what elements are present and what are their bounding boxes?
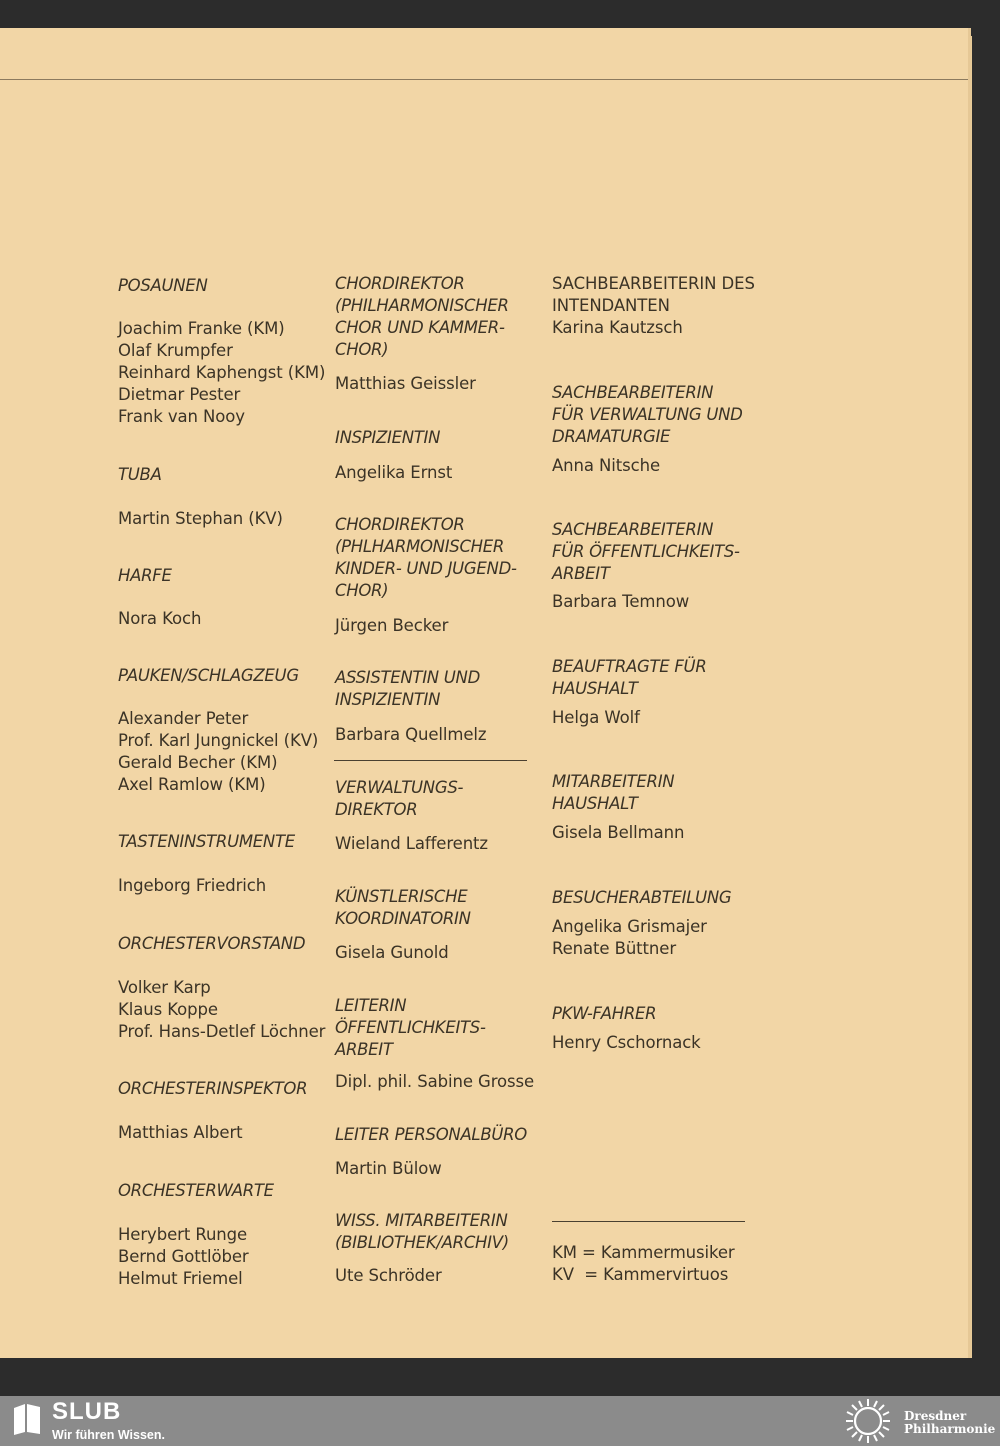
member-name: Angelika Ernst [335,463,453,482]
member-name: Anna Nitsche [552,456,661,475]
member-name: Barbara Quellmelz [335,725,487,744]
member-name: Joachim Franke (KM) [118,319,285,338]
section-heading: PAUKEN/SCHLAGZEUG [118,666,299,685]
member-name: Prof. Karl Jungnickel (KV) [118,731,319,750]
member-name: Martin Bülow [335,1159,442,1178]
member-name: Dietmar Pester [118,385,241,404]
sunburst-logo-icon [842,1398,894,1444]
section-heading: BEAUFTRAGTE FÜR HAUSHALT [552,657,707,698]
section-heading: VERWALTUNGS- DIREKTOR [335,778,464,819]
section-heading: LEITER PERSONALBÜRO [335,1125,527,1144]
partner-logo-text[interactable]: Dresdner Philharmonie [904,1409,996,1436]
member-name: Ute Schröder [335,1266,442,1285]
legend-km: KM = Kammermusiker [552,1243,735,1262]
section-heading: SACHBEARBEITERIN DES INTENDANTEN [552,274,755,315]
member-name: Nora Koch [118,609,202,628]
section-heading: ORCHESTERWARTE [118,1181,274,1200]
slub-logo-text[interactable]: SLUB [52,1398,122,1425]
fold-line [0,79,968,80]
member-name: Prof. Hans-Detlef Löchner [118,1022,326,1041]
member-name: Helga Wolf [552,708,640,727]
member-name: Ingeborg Friedrich [118,876,267,895]
section-heading: SACHBEARBEITERIN FÜR VERWALTUNG UND DRAMATURGIE [552,383,743,446]
section-heading: ASSISTENTIN UND INSPIZIENTIN [335,668,480,709]
section-heading: CHORDIREKTOR (PHILHARMONISCHER CHOR UND KAMMER- CHOR) [335,274,509,359]
name-list [118,708,318,796]
member-name: Gisela Gunold [335,943,449,962]
section-heading: ORCHESTERVORSTAND [118,934,306,953]
member-name: Renate Büttner [552,939,677,958]
member-name: Wieland Lafferentz [335,834,488,853]
section-heading: MITARBEITERIN HAUSHALT [552,772,675,813]
member-name: Karina Kautzsch [552,318,683,337]
section-heading: CHORDIREKTOR (PHLHARMONISCHER KINDER- UND JUGEND- CHOR) [335,515,517,600]
footer-bar [0,1396,1000,1446]
member-name: Klaus Koppe [118,1000,218,1019]
member-name: Reinhard Kaphengst (KM) [118,363,326,382]
name-list [118,1224,249,1290]
section-heading: PKW-FAHRER [552,1004,657,1023]
section-heading: BESUCHERABTEILUNG [552,888,732,907]
member-name: Alexander Peter [118,709,249,728]
section-heading: WISS. MITARBEITERIN (BIBLIOTHEK/ARCHIV) [335,1211,509,1252]
member-name: Frank van Nooy [118,407,245,426]
member-name: Henry Cschornack [552,1033,701,1052]
section-heading: INSPIZIENTIN [335,428,441,447]
legend-kv: KV = Kammervirtuos [552,1265,729,1284]
name-list [118,977,325,1043]
section-heading: SACHBEARBEITERIN FÜR ÖFFENTLICHKEITS- ARBEIT [552,520,740,583]
document-page [0,28,968,1358]
legend-divider-line [552,1221,745,1222]
section-heading: ORCHESTERINSPEKTOR [118,1079,308,1098]
section-heading: KÜNSTLERISCHE KOORDINATORIN [335,887,471,928]
member-name: Herybert Runge [118,1225,248,1244]
section-heading: HARFE [118,566,172,585]
member-name: Matthias Albert [118,1123,243,1142]
member-name: Angelika Grismajer [552,917,707,936]
member-name: Bernd Gottlöber [118,1247,249,1266]
member-name: Axel Ramlow (KM) [118,775,266,794]
abbreviation-legend [552,1242,735,1286]
section-heading: TASTENINSTRUMENTE [118,832,295,851]
member-name: Helmut Friemel [118,1269,243,1288]
name-list [118,318,325,428]
member-name: Olaf Krumpfer [118,341,233,360]
book-icon [12,1402,42,1436]
member-name: Matthias Geissler [335,374,476,393]
divider-line [334,760,527,761]
member-name: Barbara Temnow [552,592,690,611]
member-name: Martin Stephan (KV) [118,509,283,528]
member-name: Volker Karp [118,978,211,997]
name-list [552,916,707,960]
member-name: Gisela Bellmann [552,823,685,842]
section-heading: TUBA [118,465,162,484]
member-name: Jürgen Becker [335,616,449,635]
member-name: Gerald Becher (KM) [118,753,278,772]
slub-tagline: Wir führen Wissen. [52,1428,165,1442]
section-heading: LEITERIN ÖFFENTLICHKEITS- ARBEIT [335,996,486,1059]
member-name: Dipl. phil. Sabine Grosse [335,1072,535,1091]
section-heading: POSAUNEN [118,276,208,295]
